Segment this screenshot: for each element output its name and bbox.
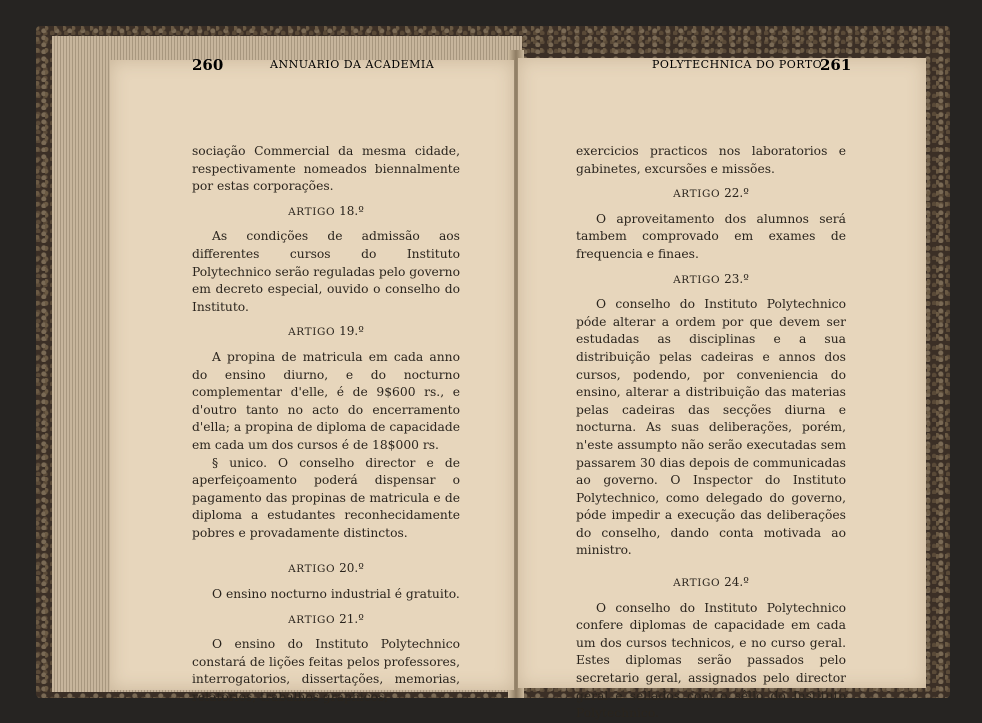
article-18-heading [192,203,460,222]
right-intro-paragraph: exercicios practicos nos laboratorios e gabinetes, excursões e missões. [576,144,846,176]
right-running-header: POLYTECHNICA DO PORTO [652,58,823,71]
article-24-heading [576,574,846,593]
article-20-heading [192,560,460,579]
article-number: 24.º [724,575,749,590]
article-23-heading [576,271,846,290]
article-label: ARTIGO [288,563,336,576]
article-19-text: A propina de matricula em cada anno do ensino diurno, e do nocturno complementar d'elle, é de 9$600 rs., e d'outro tanto no acto do encerramento d'ella; a propina de diploma de capacidade em cada um dos cursos é de 18$000 rs. [192,349,460,452]
article-label: ARTIGO [673,577,721,590]
left-intro-paragraph: sociação Commercial da mesma cidade, respectivamente nomeados biennalmente por estas corporações. [192,144,460,194]
article-number: 20.º [339,561,364,576]
article-number: 19.º [339,324,364,339]
article-22-heading [576,185,846,204]
article-22-text: O aproveitamento dos alumnos será tambem comprovado em exames de frequencia e finaes. [576,211,846,261]
article-23-text: O conselho do Instituto Polytechnico póde alterar a ordem por que devem ser estudadas as disciplinas e a sua distribuição pelas cadeiras e annos dos cursos, podendo, por conveniencia do ensino, alterar a distribuição das materias pelas cadeiras das secções diurna e nocturna. As suas deliberações, porém, n'este assumpto não serão executadas sem passarem 30 dias depois de communicadas ao governo. O Inspector do Instituto Polytechnico, como delegado do governo, póde impedir a execução das deliberações do conselho, dando conta motivada ao ministro. [576,297,846,558]
article-18-text: As condições de admissão aos differentes cursos do Instituto Polytechnico serão reguladas pelo governo em decreto especial, ouvido o conselho do Instituto. [192,229,460,314]
article-21-heading [192,611,460,630]
article-label: ARTIGO [673,188,721,201]
article-number: 23.º [724,271,749,286]
article-label: ARTIGO [288,613,336,626]
article-number: 22.º [724,186,749,201]
article-number: 21.º [339,611,364,626]
article-19-heading [192,323,460,342]
article-label: ARTIGO [673,273,721,286]
article-label: ARTIGO [288,326,336,339]
article-label: ARTIGO [288,205,336,218]
article-21-text: O ensino do Instituto Polytechnico constará de lições feitas pelos professores, interrogatorios, dissertações, memorias, relatorios, trabalhos graphicos, [192,637,460,705]
left-page-number: 260 [192,56,224,74]
article-20-text: O ensino nocturno industrial é gratuito. [212,587,460,602]
article-24-text: O conselho do Instituto Polytechnico confere diplomas de capacidade em cada um dos cursos technicos, e no curso geral. Estes diplomas serão passados pelo secretario geral, assignados pelo director geral e sellados com o sêllo do Instituto Polytechnico. [576,600,846,721]
right-page-body [576,143,846,723]
left-running-header: ANNUARIO DA ACADEMIA [270,58,435,71]
right-page-number: 261 [820,56,852,74]
article-19-unico: § unico. O conselho director e de aperfeiçoamento poderá dispensar o pagamento das propinas de matricula e de diploma a estudantes reconhecidamente pobres e provadamente distinctos. [192,455,460,540]
left-page-body [192,143,460,707]
article-number: 18.º [339,203,364,218]
